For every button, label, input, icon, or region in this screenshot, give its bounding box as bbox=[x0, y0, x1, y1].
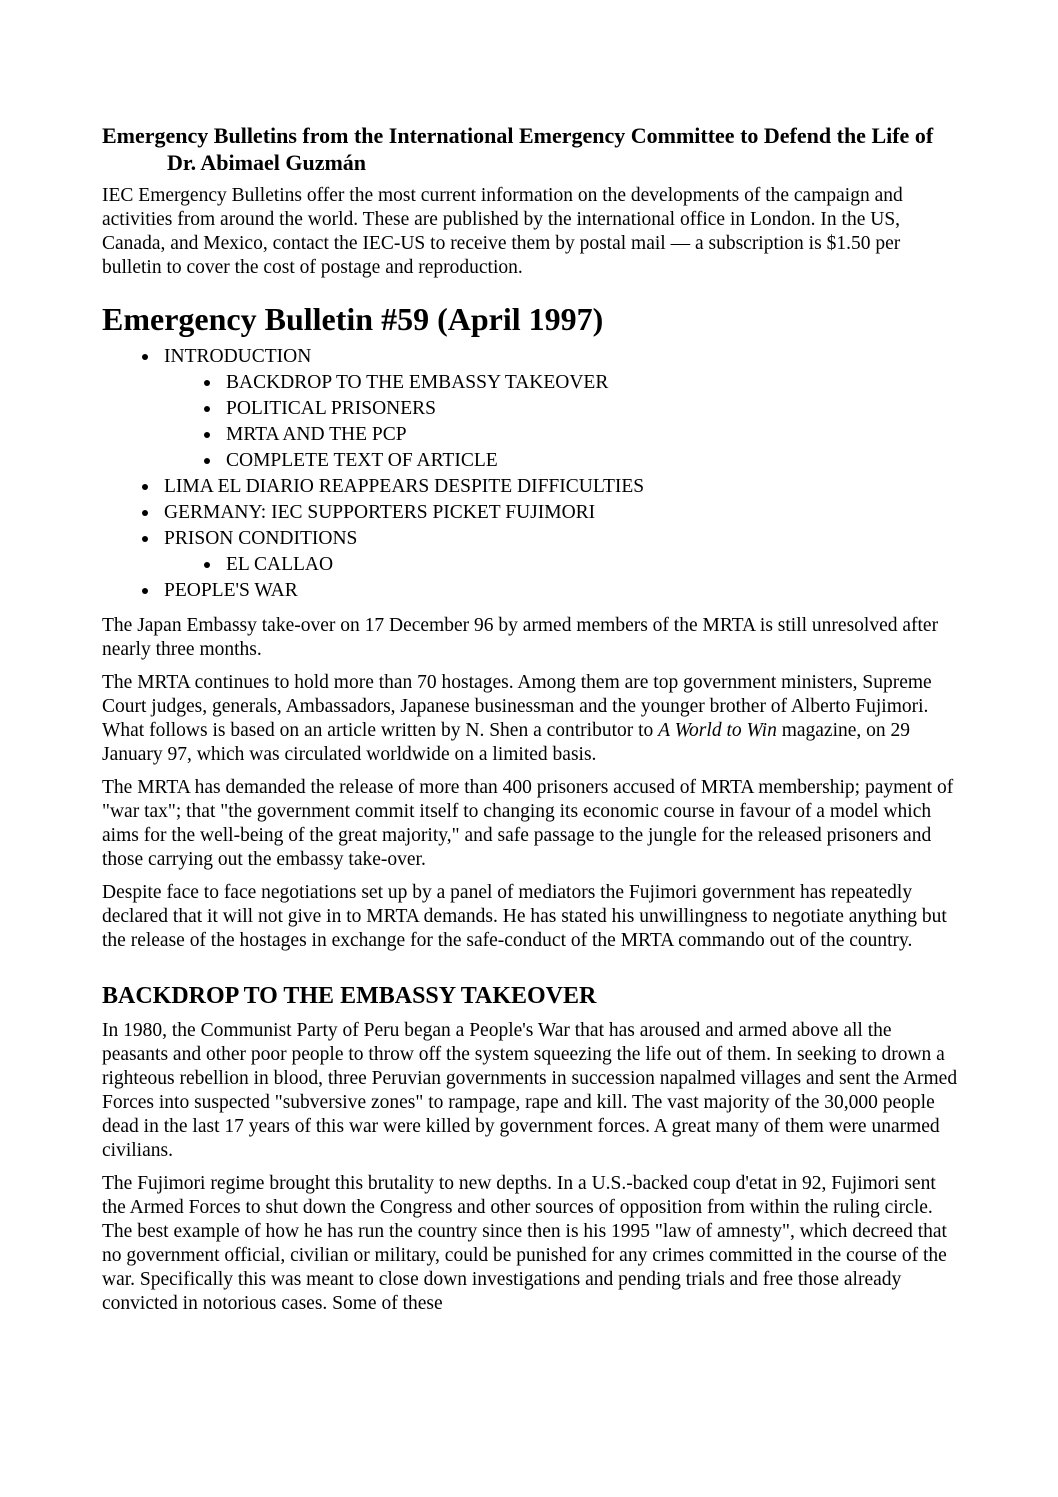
toc-sublist bbox=[164, 370, 962, 474]
paragraph bbox=[102, 671, 962, 767]
toc-item-label[interactable]: BACKDROP TO THE EMBASSY TAKEOVER bbox=[226, 372, 609, 393]
toc-item-label[interactable]: LIMA EL DIARIO REAPPEARS DESPITE DIFFICULTIES bbox=[164, 476, 645, 497]
toc-item-label[interactable]: COMPLETE TEXT OF ARTICLE bbox=[226, 450, 498, 471]
toc-item-label[interactable]: EL CALLAO bbox=[226, 554, 334, 575]
bullet-icon bbox=[142, 510, 148, 516]
bullet-icon bbox=[204, 458, 210, 464]
bullet-icon bbox=[204, 432, 210, 438]
toc-item-label[interactable]: POLITICAL PRISONERS bbox=[226, 398, 437, 419]
paragraph: The MRTA has demanded the release of more than 400 prisoners accused of MRTA membership; payment of "war tax"; that "the government commit itself to changing its economic course in favour of a model which aims for the well-being of the great majority," and safe passage to the jungle for the released prisoners and those carrying out the embassy take-over. bbox=[102, 777, 954, 870]
paragraph: The Fujimori regime brought this brutality to new depths. In a U.S.-backed coup d'etat in 92, Fujimori sent the Armed Forces to shut down the Congress and other sources of opposition from within the ruling circle. The best example of how he has run the country since then is his 1995 "law of amnesty", which decreed that no government official, civilian or military, could be punished for any crimes committed in the course of the war. Specifically this was meant to close down investigations and pending trials and free those already convicted in notorious cases. Some of these bbox=[102, 1173, 947, 1314]
paragraph: The Japan Embassy take-over on 17 December 96 by armed members of the MRTA is still unresolved after nearly three months. bbox=[102, 615, 939, 660]
toc-item-complete-text[interactable] bbox=[164, 448, 962, 474]
bullet-icon bbox=[204, 406, 210, 412]
document-header-title: Emergency Bulletins from the International Emergency Committee to Defend the Life of Dr. Abimael Guzmán bbox=[102, 123, 934, 175]
toc-item-backdrop[interactable] bbox=[164, 370, 962, 396]
toc-item-prison-conditions[interactable] bbox=[102, 526, 962, 578]
bullet-icon bbox=[142, 536, 148, 542]
toc-item-el-callao[interactable] bbox=[164, 552, 962, 578]
bullet-icon bbox=[142, 354, 148, 360]
bulletin-title: Emergency Bulletin #59 (April 1997) bbox=[102, 301, 604, 337]
toc-item-label[interactable]: MRTA AND THE PCP bbox=[226, 424, 407, 445]
paragraph-text: The MRTA continues to hold more than 70 hostages. Among them are top government ministers, Supreme Court judges, generals, Ambassadors, Japanese businessman and the younger brother of Alberto Fujimori. What follows is based on an article written by N. Shen a contributor to bbox=[102, 672, 932, 741]
toc-item-label[interactable]: PEOPLE'S WAR bbox=[164, 580, 298, 601]
toc-item-label[interactable]: PRISON CONDITIONS bbox=[164, 528, 358, 549]
table-of-contents bbox=[102, 344, 962, 604]
toc-item-mrta-pcp[interactable] bbox=[164, 422, 962, 448]
toc-item-lima-el-diario[interactable] bbox=[102, 474, 962, 500]
toc-item-germany[interactable] bbox=[102, 500, 962, 526]
bullet-icon bbox=[204, 380, 210, 386]
document-intro: IEC Emergency Bulletins offer the most current information on the developments of the campaign and activities from around the world. These are published by the international office in London. In the US, Canada, and Mexico, contact the IEC-US to receive them by postal mail — a subscription is $1.50 per bulletin to cover the cost of postage and reproduction. bbox=[102, 185, 903, 278]
document-page bbox=[102, 122, 962, 1325]
toc-item-label[interactable]: GERMANY: IEC SUPPORTERS PICKET FUJIMORI bbox=[164, 502, 596, 523]
toc-sublist bbox=[164, 552, 962, 578]
toc-item-introduction[interactable] bbox=[102, 344, 962, 474]
toc-item-label[interactable]: INTRODUCTION bbox=[164, 346, 312, 367]
toc-item-political-prisoners[interactable] bbox=[164, 396, 962, 422]
toc-item-peoples-war[interactable] bbox=[102, 578, 962, 604]
section-heading-backdrop: BACKDROP TO THE EMBASSY TAKEOVER bbox=[102, 983, 597, 1009]
paragraph: Despite face to face negotiations set up by a panel of mediators the Fujimori government has repeatedly declared that it will not give in to MRTA demands. He has stated his unwillingness to negotiate anything but the release of the hostages in exchange for the safe-conduct of the MRTA commando out of the country. bbox=[102, 882, 947, 951]
paragraph: In 1980, the Communist Party of Peru began a People's War that has aroused and armed above all the peasants and other poor people to throw off the system squeezing the life out of them. In seeking to drown a righteous rebellion in blood, three Peruvian governments in succession napalmed villages and sent the Armed Forces into suspected "subversive zones" to rampage, rape and kill. The vast majority of the 30,000 people dead in the last 17 years of this war were killed by government forces. A great many of them were unarmed civilians. bbox=[102, 1020, 958, 1161]
magazine-title: A World to Win bbox=[658, 720, 777, 741]
paragraph-text: magazine, on 29 January 97, which was circulated worldwide on a limited basis. bbox=[102, 720, 911, 765]
bullet-icon bbox=[142, 588, 148, 594]
bullet-icon bbox=[204, 562, 210, 568]
bullet-icon bbox=[142, 484, 148, 490]
